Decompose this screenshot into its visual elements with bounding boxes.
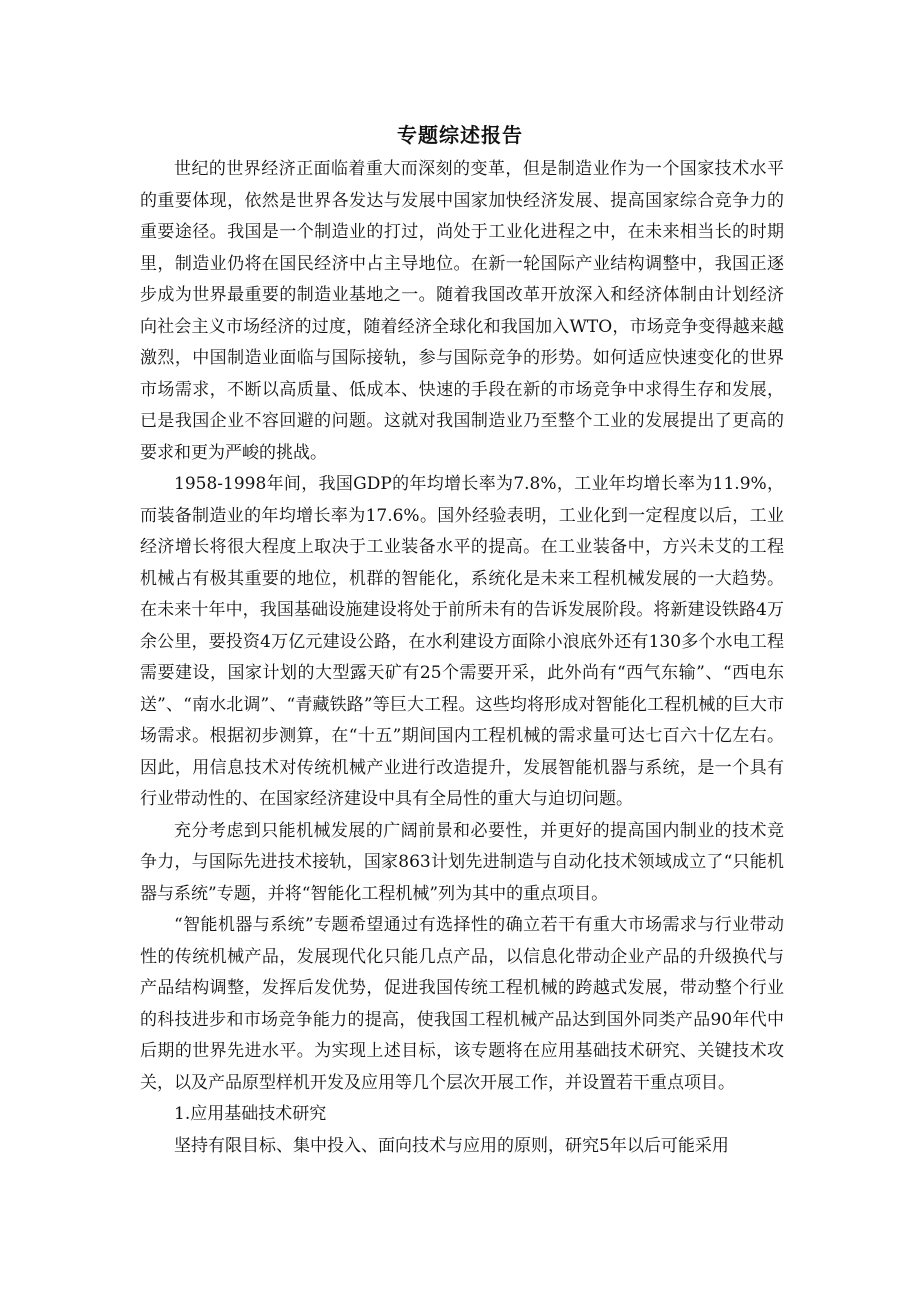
paragraph-growth: 1958-1998年间，我国GDP的年均增长率为7.8%，工业年均增长率为11.9%，而装备制造业的年均增长率为17.6%。国外经验表明，工业化到一定程度以后，工业经济增长将很大程度上取决于工业装备水平的提高。在工业装备中，方兴未艾的工程机械占有极其重要的地位，机群的智能化，系统化是未来工程机械发展的一大趋势。在未来十年中，我国基础设施建设将处于前所未有的告诉发展阶段。将新建设铁路4万余公里，要投资4万亿元建设公路，在水利建设方面除小浪底外还有130多个水电工程需要建设，国家计划的大型露天矿有25个需要开采，此外尚有“西气东输”、“西电东送”、“南水北调”、“青藏铁路”等巨大工程。这些均将形成对智能化工程机械的巨大市场需求。根据初步测算，在“十五”期间国内工程机械的需求量可达七百六十亿左右。因此，用信息技术对传统机械产业进行改造提升，发展智能机器与系统，是一个具有行业带动性的、在国家经济建设中具有全局性的重大与迫切问题。 [140, 474, 784, 809]
paragraph-principles: 坚持有限目标、集中投入、面向技术与应用的原则，研究5年以后可能采用 [174, 1135, 729, 1156]
paragraph-goals: “智能机器与系统”专题希望通过有选择性的确立若干有重大市场需求与行业带动性的传统机械产品，发展现代化只能几点产品，以信息化带动企业产品的升级换代与产品结构调整，发挥后发优势，促进我国传统工程机械的跨越式发展，带动整个行业的科技进步和市场竞争能力的提高，使我国工程机械产品达到国外同类产品90年代中后期的世界先进水平。为实现上述目标，该专题将在应用基础技术研究、关键技术攻关，以及产品原型样机开发及应用等几个层次开展工作，并设置若干重点项目。 [140, 915, 784, 1093]
paragraph-intro: 世纪的世界经济正面临着重大而深刻的变革，但是制造业作为一个国家技术水平的重要体现，依然是世界各发达与发展中国家加快经济发展、提高国家综合竞争力的重要途径。我国是一个制造业的打过，尚处于工业化进程之中，在未来相当长的时期里，制造业仍将在国民经济中占主导地位。在新一轮国际产业结构调整中，我国正逐步成为世界最重要的制造业基地之一。随着我国改革开放深入和经济体制由计划经济向社会主义市场经济的过度，随着经济全球化和我国加入WTO，市场竞争变得越来越激烈，中国制造业面临与国际接轨，参与国际竞争的形势。如何适应快速变化的世界市场需求，不断以高质量、低成本、快速的手段在新的市场竞争中求得生存和发展，已是我国企业不容回避的问题。这就对我国制造业乃至整个工业的发展提出了更高的要求和更为严峻的挑战。 [140, 159, 784, 463]
document-title: 专题综述报告 [397, 123, 523, 147]
section-heading-applied-research: 1.应用基础技术研究 [174, 1104, 327, 1124]
paragraph-863-plan: 充分考虑到只能机械发展的广阔前景和必要性，并更好的提高国内制业的技术竞争力，与国际先进技术接轨，国家863计划先进制造与自动化技术领域成立了“只能机器与系统”专题，并将“智能化工程机械”列为其中的重点项目。 [140, 820, 784, 904]
document-body [140, 154, 784, 1162]
